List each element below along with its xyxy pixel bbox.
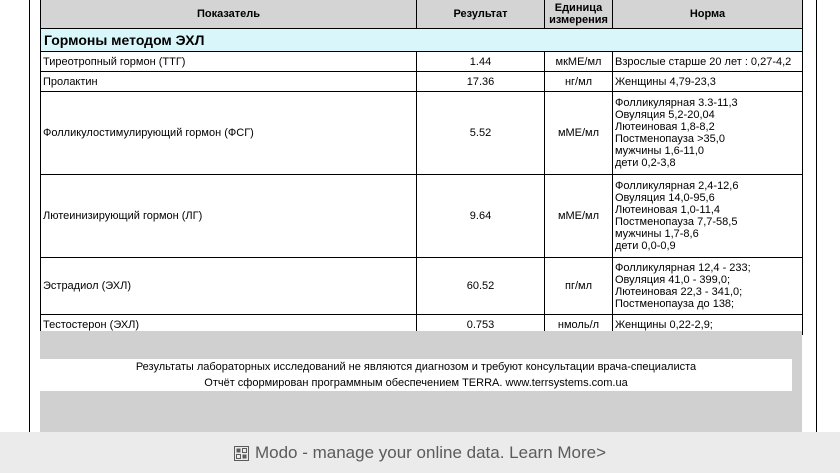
norm-line: Фолликулярная 2,4-12,6: [615, 180, 739, 192]
result-value: 5.52: [417, 92, 545, 175]
norm-line: Постменопауза до 138;: [615, 298, 735, 310]
indicator-name: Лютеинизирующий гормон (ЛГ): [41, 175, 417, 258]
generated-by-text: Отчёт сформирован программным обеспечением TERRA. www.terrsystems.com.ua: [204, 377, 628, 389]
section-row: [41, 29, 803, 52]
unit-value: мкМЕ/мл: [545, 52, 613, 72]
header-result: Результат: [417, 0, 545, 29]
table-row: [41, 92, 803, 175]
norm-line: Лютеиновая 1,8-8,2: [615, 121, 715, 133]
norm-line: Фолликулярная 12,4 - 233;: [615, 262, 751, 274]
unit-value: нг/мл: [545, 72, 613, 92]
result-value: 0.753: [417, 315, 545, 335]
norm-line: Женщины 4,79-23,3: [615, 75, 716, 88]
norm-cell: [613, 72, 803, 92]
disclaimer-text: Результаты лабораторных исследований не являются диагнозом и требуют консультации врача-специалиста: [135, 361, 697, 373]
norm-line: Овуляция 5,2-20,04: [615, 109, 715, 121]
norm-line: Лютеиновая 22,3 - 341,0;: [615, 286, 743, 298]
norm-line: Постменопауза 7,7-58,5: [615, 216, 738, 228]
norm-line: Лютеиновая 1,0-11,4: [615, 204, 720, 216]
norm-cell: [613, 92, 803, 175]
unit-value: пг/мл: [545, 258, 613, 315]
norm-line: Фолликулярная 3.3-11,3: [615, 97, 738, 109]
norm-line: дети 0,0-0,9: [615, 240, 676, 252]
report-footer-box: [40, 359, 792, 391]
table-row: [41, 52, 803, 72]
banner-link-text[interactable]: Modo - manage your online data. Learn More>: [254, 442, 607, 462]
table-header-row: [41, 0, 803, 29]
indicator-name: Эстрадиол (ЭХЛ): [41, 258, 417, 315]
norm-line: мужчины 1,7-8,6: [615, 228, 699, 240]
result-value: 17.36: [417, 72, 545, 92]
result-value: 60.52: [417, 258, 545, 315]
unit-value: мМЕ/мл: [545, 175, 613, 258]
unit-value: нмоль/л: [545, 315, 613, 335]
page-border-left: [29, 0, 30, 432]
norm-line: дети 0,2-3,8: [615, 157, 676, 169]
table-row: [41, 72, 803, 92]
result-value: 9.64: [417, 175, 545, 258]
unit-value: мМЕ/мл: [545, 92, 613, 175]
norm-line: Женщины 0,22-2,9;: [615, 318, 713, 331]
modo-logo-icon: [234, 446, 249, 461]
header-indicator: Показатель: [41, 0, 417, 29]
indicator-name: Фолликулостимулирующий гормон (ФСГ): [41, 92, 417, 175]
norm-cell: [613, 258, 803, 315]
indicator-name: Пролактин: [41, 72, 417, 92]
header-norm: Норма: [613, 0, 803, 29]
norm-line: Взрослые старше 20 лет : 0,27-4,2: [615, 55, 792, 68]
indicator-name: Тиреотропный гормон (ТТГ): [41, 52, 417, 72]
result-value: 1.44: [417, 52, 545, 72]
norm-cell: [613, 175, 803, 258]
page-border-right: [816, 0, 817, 432]
norm-cell: [613, 52, 803, 72]
table-row: [41, 175, 803, 258]
results-table: [40, 0, 803, 335]
norm-line: Овуляция 14,0-95,6: [615, 192, 715, 204]
modo-banner[interactable]: [0, 432, 840, 473]
header-unit: Единица измерения: [545, 0, 613, 29]
norm-line: Постменопауза >35,0: [615, 133, 725, 145]
indicator-name: Тестостерон (ЭХЛ): [41, 315, 417, 335]
norm-line: Овуляция 41,0 - 399,0;: [615, 274, 731, 286]
section-title: Гормоны методом ЭХЛ: [41, 29, 803, 52]
norm-line: мужчины 1,6-11,0: [615, 145, 705, 157]
table-row: [41, 258, 803, 315]
